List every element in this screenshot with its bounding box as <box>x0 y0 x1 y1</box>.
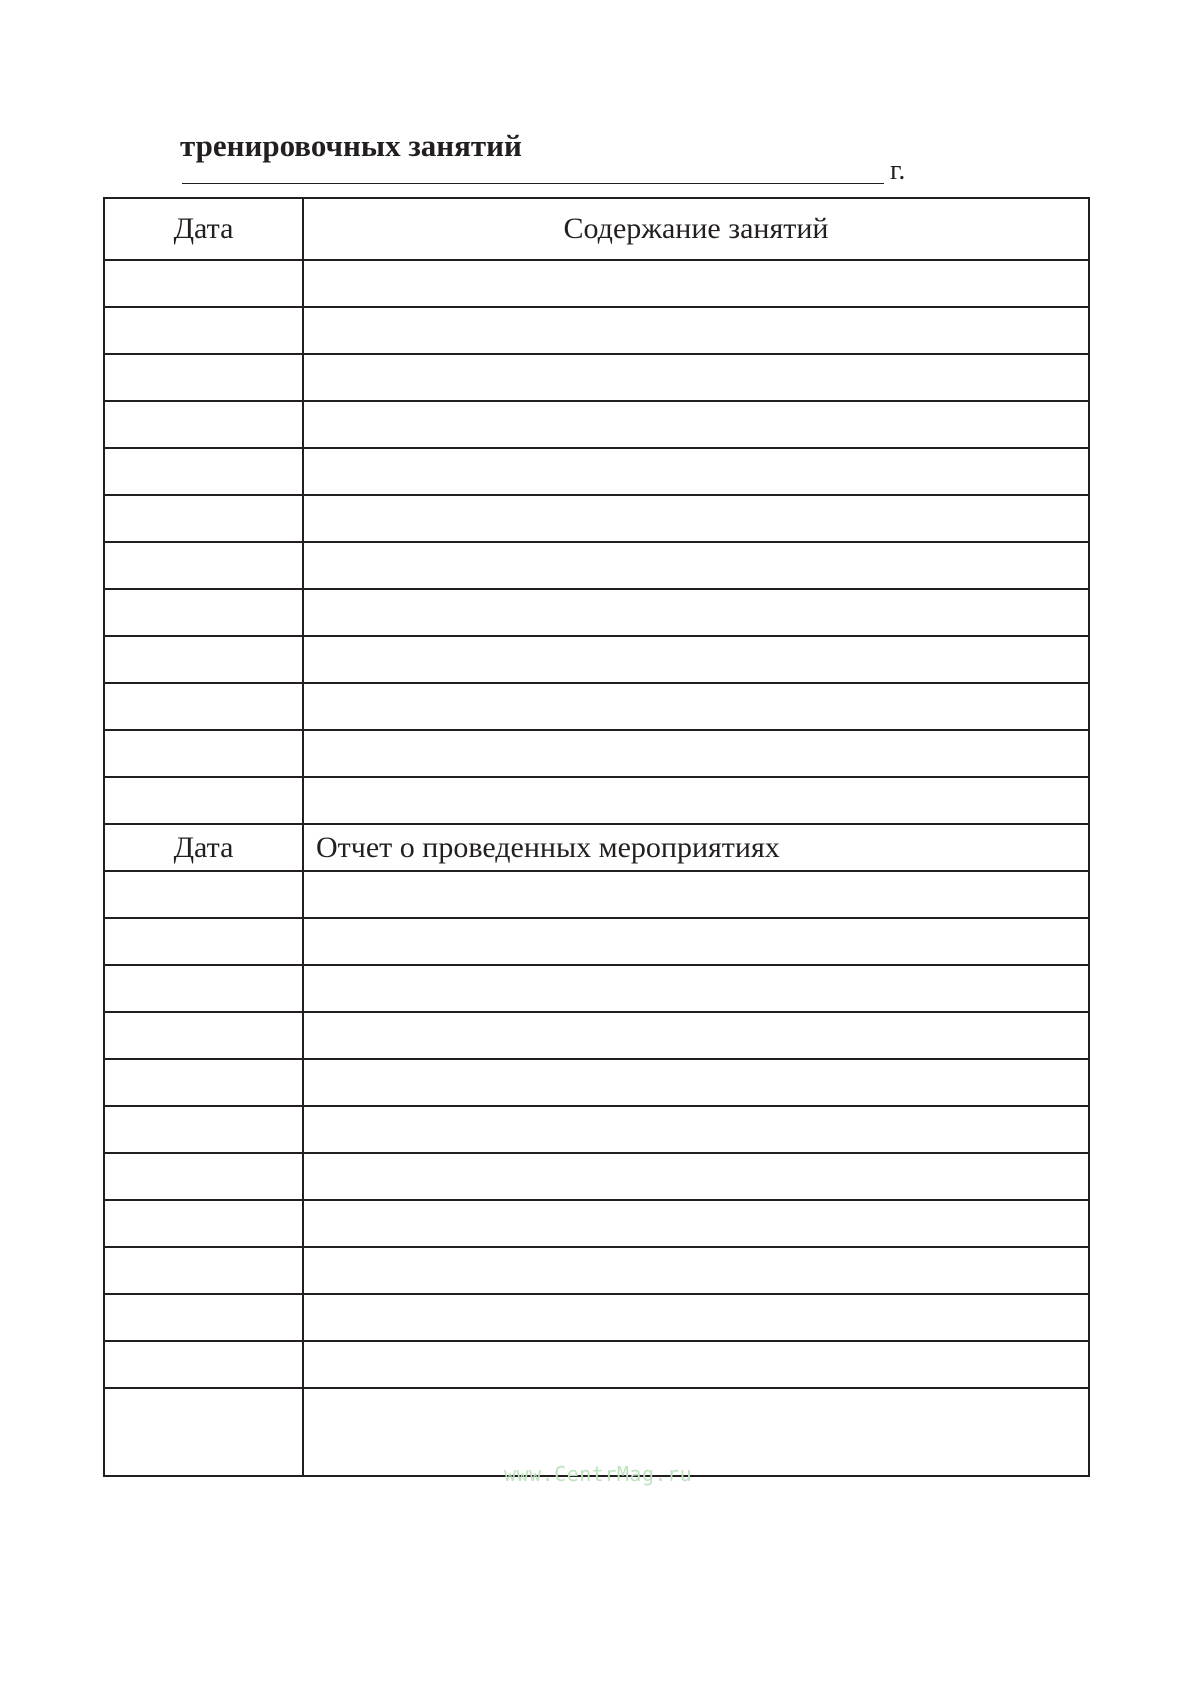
date-cell[interactable] <box>104 1106 303 1153</box>
report-header-row <box>104 824 1089 871</box>
table-row <box>104 965 1089 1012</box>
date-cell[interactable] <box>104 683 303 730</box>
table-row <box>104 401 1089 448</box>
table-row <box>104 260 1089 307</box>
date-cell[interactable] <box>104 965 303 1012</box>
date-cell[interactable] <box>104 448 303 495</box>
date-cell[interactable] <box>104 1341 303 1388</box>
report-content-header: Отчет о проведенных мероприятиях <box>303 824 1089 871</box>
content-cell[interactable] <box>303 1341 1089 1388</box>
table-row <box>104 307 1089 354</box>
date-cell[interactable] <box>104 1153 303 1200</box>
date-cell[interactable] <box>104 730 303 777</box>
table-row <box>104 1247 1089 1294</box>
date-cell[interactable] <box>104 260 303 307</box>
content-cell[interactable] <box>303 871 1089 918</box>
table-row <box>104 1106 1089 1153</box>
date-cell[interactable] <box>104 1012 303 1059</box>
content-cell[interactable] <box>303 636 1089 683</box>
table-row <box>104 1059 1089 1106</box>
content-cell[interactable] <box>303 918 1089 965</box>
date-cell[interactable] <box>104 542 303 589</box>
report-date-header: Дата <box>104 824 303 871</box>
page-title: тренировочных занятий <box>180 128 522 163</box>
table-row <box>104 542 1089 589</box>
content-cell[interactable] <box>303 965 1089 1012</box>
watermark: www.CentrMag.ru <box>504 1462 693 1486</box>
content-cell[interactable] <box>303 542 1089 589</box>
table-row <box>104 918 1089 965</box>
content-cell[interactable] <box>303 495 1089 542</box>
table-row <box>104 1200 1089 1247</box>
content-cell[interactable] <box>303 730 1089 777</box>
table-row <box>104 683 1089 730</box>
date-cell[interactable] <box>104 307 303 354</box>
table-row <box>104 495 1089 542</box>
date-cell[interactable] <box>104 918 303 965</box>
table-row <box>104 1012 1089 1059</box>
content-cell[interactable] <box>303 260 1089 307</box>
content-cell[interactable] <box>303 1200 1089 1247</box>
journal-table <box>103 197 1090 1477</box>
date-cell[interactable] <box>104 1247 303 1294</box>
content-cell[interactable] <box>303 401 1089 448</box>
table-row <box>104 871 1089 918</box>
content-cell[interactable] <box>303 1012 1089 1059</box>
date-cell[interactable] <box>104 1059 303 1106</box>
date-column-header: Дата <box>104 198 303 260</box>
year-blank-line <box>182 183 884 184</box>
content-cell[interactable] <box>303 1106 1089 1153</box>
year-suffix: г. <box>890 155 906 186</box>
table-row <box>104 1294 1089 1341</box>
table-row <box>104 777 1089 824</box>
table-row <box>104 636 1089 683</box>
date-cell[interactable] <box>104 589 303 636</box>
content-cell[interactable] <box>303 1294 1089 1341</box>
content-cell[interactable] <box>303 777 1089 824</box>
table-row <box>104 730 1089 777</box>
date-cell[interactable] <box>104 777 303 824</box>
table-row <box>104 589 1089 636</box>
content-cell[interactable] <box>303 307 1089 354</box>
content-cell[interactable] <box>303 1247 1089 1294</box>
table-row <box>104 1153 1089 1200</box>
content-cell[interactable] <box>303 1059 1089 1106</box>
date-cell[interactable] <box>104 1200 303 1247</box>
table-header-row <box>104 198 1089 260</box>
table-row <box>104 448 1089 495</box>
content-cell[interactable] <box>303 589 1089 636</box>
date-cell[interactable] <box>104 495 303 542</box>
content-cell[interactable] <box>303 448 1089 495</box>
date-cell[interactable] <box>104 636 303 683</box>
content-cell[interactable] <box>303 683 1089 730</box>
date-cell[interactable] <box>104 1388 303 1476</box>
date-cell[interactable] <box>104 354 303 401</box>
date-cell[interactable] <box>104 1294 303 1341</box>
content-column-header: Содержание занятий <box>303 198 1089 260</box>
table-row <box>104 354 1089 401</box>
table-row <box>104 1341 1089 1388</box>
content-cell[interactable] <box>303 1388 1089 1476</box>
date-cell[interactable] <box>104 401 303 448</box>
content-cell[interactable] <box>303 354 1089 401</box>
content-cell[interactable] <box>303 1153 1089 1200</box>
date-cell[interactable] <box>104 871 303 918</box>
